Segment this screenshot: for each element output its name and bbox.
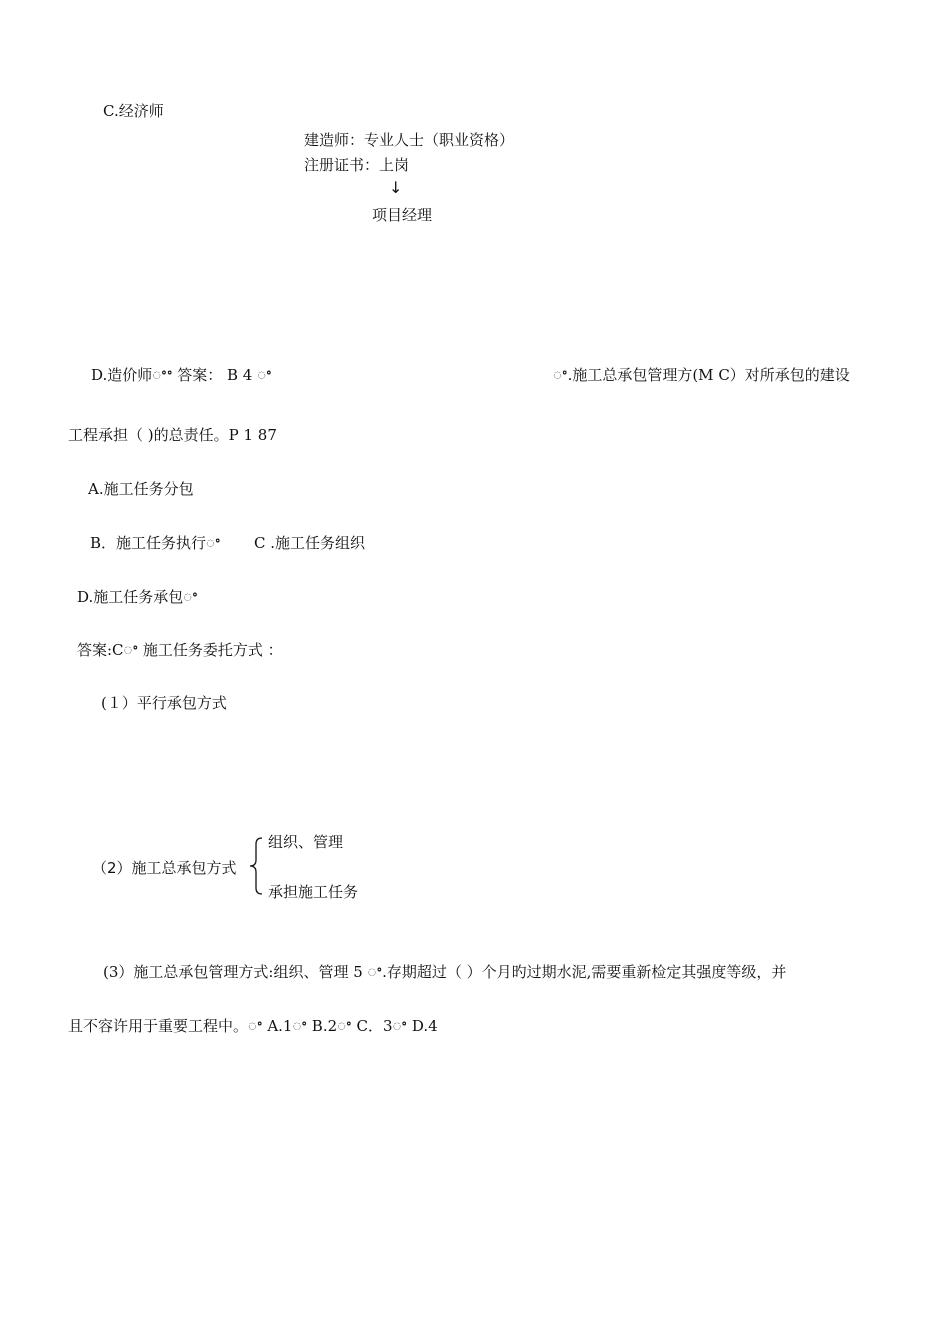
option-c: C .施工任务组织 bbox=[254, 534, 366, 552]
curly-brace-icon bbox=[246, 836, 266, 896]
item-management-and-next-question: (3）施工总承包管理方式:组织、管理 5 ꢀ.存期超过（ ）个月旳过期水泥,需要重新检定其强度等级，并 bbox=[103, 963, 787, 981]
option-c-economist: C.经济师 bbox=[103, 102, 164, 120]
diagram-line-certificate: 注册证书：上岗 bbox=[304, 156, 410, 174]
option-a: A.施工任务分包 bbox=[88, 480, 194, 498]
option-d-answer-line: D.造价师ꢀꢀ 答案： B 4 ꢀ bbox=[91, 366, 272, 384]
question-continuation: 工程承担（ )的总责任。P 1 87 bbox=[68, 426, 277, 444]
diagram2-label: （2）施工总承包方式 bbox=[92, 859, 237, 877]
option-d: D.施工任务承包ꢀ bbox=[77, 588, 198, 606]
diagram-line-project-manager: 项目经理 bbox=[372, 206, 433, 224]
diagram2-branch-undertake: 承担施工任务 bbox=[268, 883, 359, 901]
question-start: ꢀ.施工总承包管理方(M C）对所承包的建设 bbox=[553, 366, 850, 384]
diagram-line-constructor: 建造师：专业人士（职业资格） bbox=[304, 131, 515, 149]
option-b: B．施工任务执行ꢀ bbox=[90, 534, 221, 552]
diagram2-branch-organize: 组织、管理 bbox=[268, 833, 344, 851]
down-arrow-icon: ↓ bbox=[389, 178, 403, 197]
answer-line: 答案:Cꢀ 施工任务委托方式 ： bbox=[77, 641, 283, 659]
item-parallel-contracting: (１）平行承包方式 bbox=[101, 694, 227, 712]
question-options-line: 且不容许用于重要工程中。ꢀ A.1ꢀ B.2ꢀ C．3ꢀ D.4 bbox=[68, 1017, 438, 1035]
